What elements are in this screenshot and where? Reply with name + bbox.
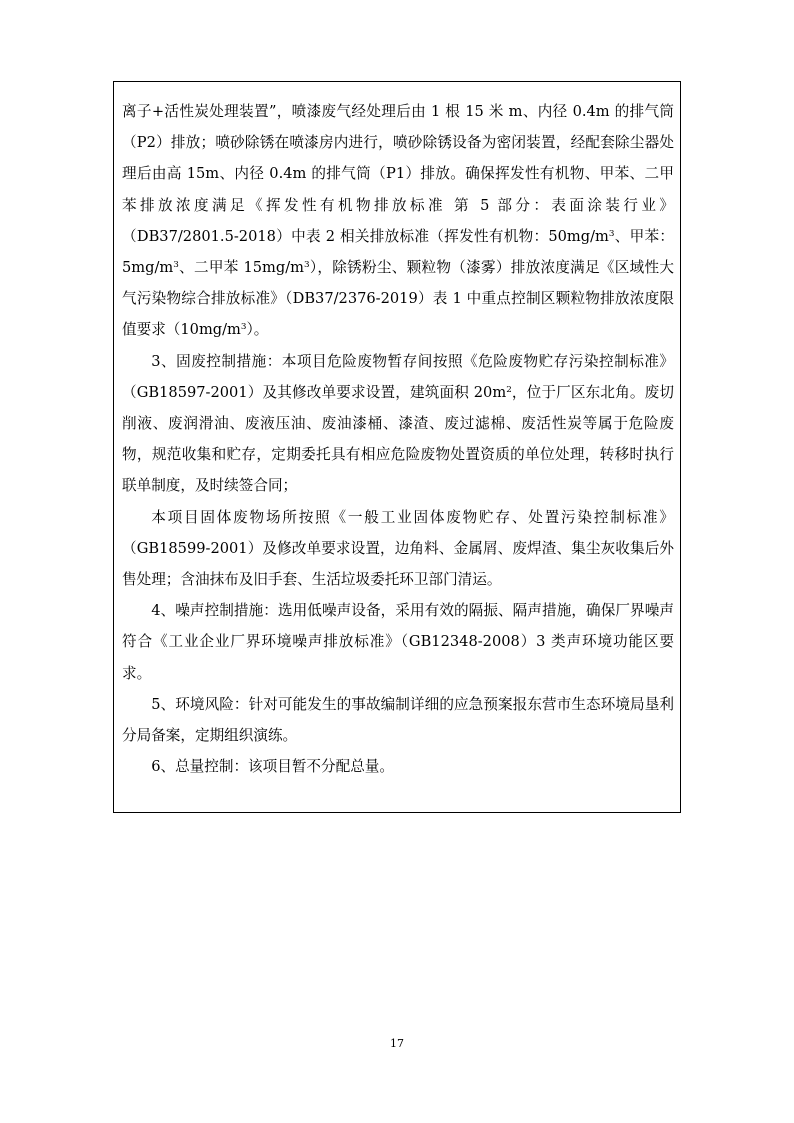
superscript: 3 <box>240 322 247 333</box>
text-run: 6、总量控制：该项目暂不分配总量。 <box>151 758 394 776</box>
superscript: 3 <box>608 228 615 239</box>
text-run: 离子+活性炭处理装置”，喷漆废气经处理后由 1 根 15 米 m、内径 0.4m 的排气筒（P2）排放；喷砂除锈在喷漆房内进行，喷砂除锈设备为密闭装置，经配套除尘器处理后由高 15m、内径 0.4m 的排气筒（P1）排放。确保挥发性有机物、甲苯、二甲苯排放浓度满足《挥发性有机物排放标准 第 5 部分：表面涂装行业》（DB37/2801.5-2018）中表 2 相关排放标准（挥发性有机物：50mg/m <box>122 103 674 245</box>
text-run: 、甲苯：5mg/m <box>122 227 674 277</box>
text-run: ，位于厂区东北角。废切削液、废润滑油、废液压油、废油漆桶、漆渣、废过滤棉、废活性炭等属于危险废物，规范收集和贮存，定期委托具有相应危险废物处置资质的单位处理，转移时执行联单制度，及时续签合同； <box>122 383 674 495</box>
paragraph <box>122 346 674 502</box>
text-run: 5、环境风险：针对可能发生的事故编制详细的应急预案报东营市生态环境局垦利分局备案，定期组织演练。 <box>122 695 674 745</box>
text-run: 3、固废控制措施：本项目危险废物暂存间按照《危险废物贮存污染控制标准》（GB18597-2001）及其修改单要求设置，建筑面积 20m <box>122 352 674 401</box>
content-table-cell <box>113 81 681 813</box>
text-run: 本项目固体废物场所按照《一般工业固体废物贮存、处置污染控制标准》（GB18599-2001）及修改单要求设置，边角料、金属屑、废焊渣、集尘灰收集后外售处理；含油抹布及旧手套、生活垃圾委托环卫部门清运。 <box>122 508 674 589</box>
text-run: 、二甲苯 15mg/m <box>178 259 304 277</box>
page-number: 17 <box>390 1037 404 1050</box>
text-run: ），除锈粉尘、颗粒物（漆雾）排放浓度满足《区域性大气污染物综合排放标准》（DB37/2376-2019）表 1 中重点控制区颗粒物排放浓度限值要求（10mg/m <box>122 259 674 339</box>
paragraph-list <box>122 96 674 782</box>
paragraph <box>122 502 674 596</box>
text-run: ）。 <box>246 321 269 339</box>
text-run: 4、噪声控制措施：选用低噪声设备，采用有效的隔振、隔声措施，确保厂界噪声符合《工业企业厂界环境噪声排放标准》（GB12348-2008）3 类声环境功能区要求。 <box>122 602 674 682</box>
paragraph <box>122 689 674 751</box>
paragraph <box>122 751 674 782</box>
paragraph <box>122 595 674 689</box>
superscript: 3 <box>173 259 179 270</box>
paragraph <box>122 96 674 346</box>
superscript: 2 <box>506 384 512 395</box>
superscript: 3 <box>303 259 310 270</box>
